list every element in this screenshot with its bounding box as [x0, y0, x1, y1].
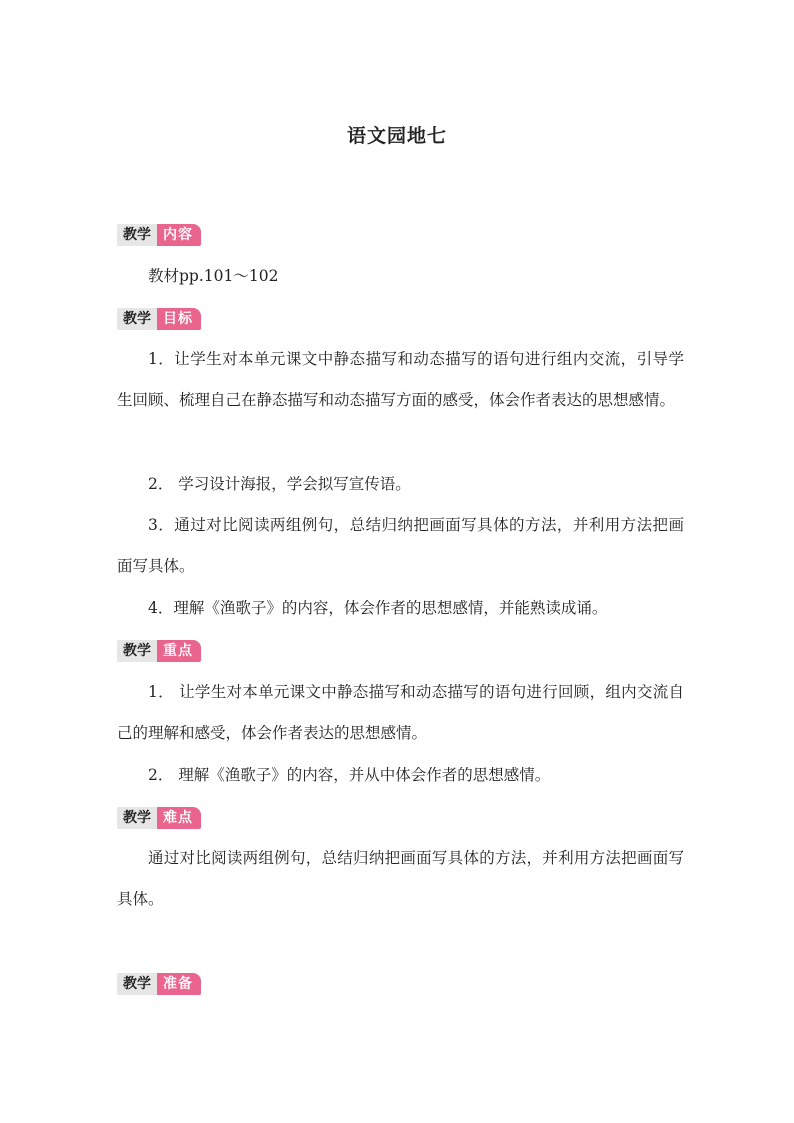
key-point-paragraph-2: 2． 理解《渔歌子》的内容，并从中体会作者的思想感情。 — [148, 766, 551, 784]
page-title: 语文园地七 — [346, 125, 447, 147]
section-label-objectives — [117, 308, 201, 330]
section-label-prefix: 教学 — [117, 308, 157, 330]
section-label-prefix: 教学 — [117, 973, 157, 995]
content-paragraph: 教材pp.101～102 — [148, 267, 279, 285]
objective-paragraph-4: 4．理解《渔歌子》的内容，体会作者的思想感情，并能熟读成诵。 — [148, 599, 608, 617]
section-label-tag: 准备 — [157, 973, 201, 995]
section-label-key-points — [117, 640, 201, 662]
objective-paragraph-1: 1．让学生对本单元课文中静态描写和动态描写的语句进行组内交流，引导学生回顾、梳理自己在静态描写和动态描写方面的感受，体会作者表达的思想感情。 — [117, 350, 684, 409]
objective-paragraph-3: 3．通过对比阅读两组例句，总结归纳把画面写具体的方法，并利用方法把画面写具体。 — [117, 516, 684, 575]
objective-paragraph-2: 2． 学习设计海报，学会拟写宣传语。 — [148, 475, 411, 493]
key-point-paragraph-1: 1． 让学生对本单元课文中静态描写和动态描写的语句进行回顾，组内交流自己的理解和感受，体会作者表达的思想感情。 — [117, 683, 684, 742]
section-label-preparation — [117, 973, 201, 995]
section-label-content — [117, 224, 201, 246]
difficulty-paragraph: 通过对比阅读两组例句，总结归纳把画面写具体的方法，并利用方法把画面写具体。 — [117, 849, 684, 908]
section-label-prefix: 教学 — [117, 224, 157, 246]
section-label-prefix: 教学 — [117, 640, 157, 662]
section-label-tag: 目标 — [157, 308, 201, 330]
section-label-tag: 难点 — [157, 807, 201, 829]
section-label-tag: 重点 — [157, 640, 201, 662]
section-label-prefix: 教学 — [117, 807, 157, 829]
section-label-difficulties — [117, 807, 201, 829]
section-label-tag: 内容 — [157, 224, 201, 246]
